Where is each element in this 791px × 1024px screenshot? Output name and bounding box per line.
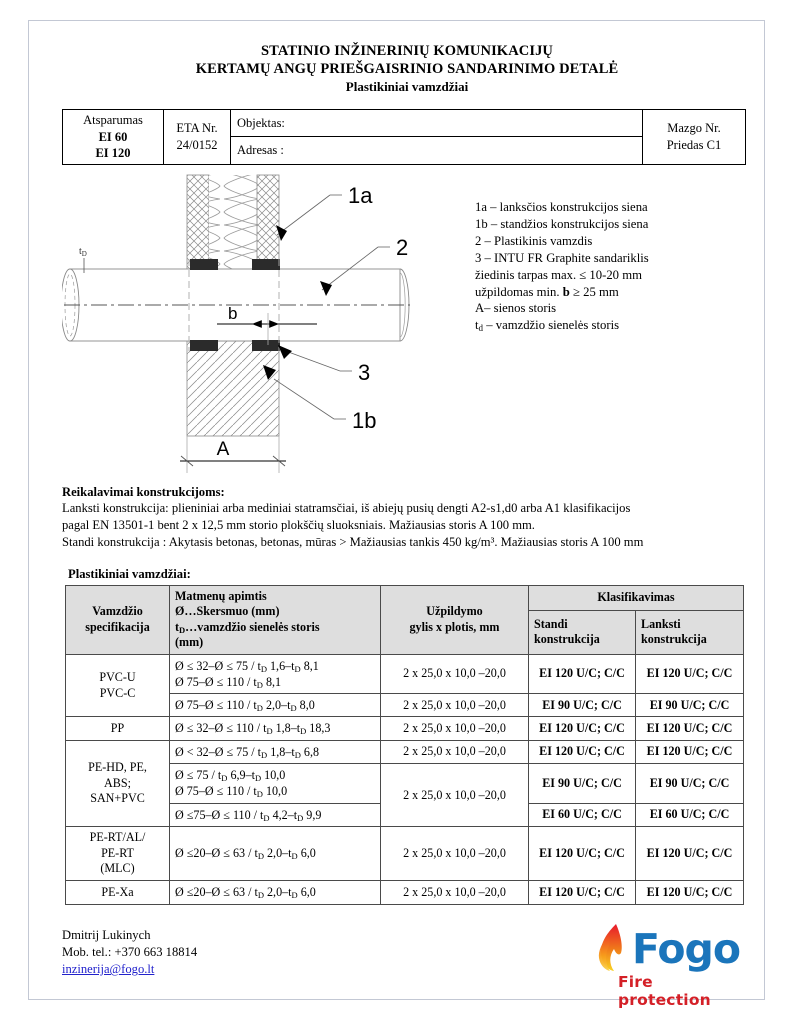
spec-line: ABS; — [104, 775, 131, 790]
dims-line: Ø 75–Ø ≤ $110 / t_D$ 10,0 — [175, 784, 288, 800]
address-field[interactable] — [231, 137, 643, 164]
cell-flexible-classification: EI 90 U/C; C/C — [636, 764, 744, 804]
dims-td-pre: t — [175, 619, 180, 634]
cell-dimensions — [170, 827, 381, 881]
subscript: D — [256, 703, 263, 714]
cell-filling-depth-width: 2 x 25,0 x 10,0 –20,0 — [381, 827, 529, 881]
subscript: D — [263, 812, 270, 823]
spec-line: (MLC) — [100, 861, 135, 876]
legend-item-2: 2 – Plastikinis vamzdis — [475, 233, 593, 248]
page-content — [62, 43, 752, 1009]
document-subtitle: Plastikiniai vamzdžiai — [345, 79, 469, 95]
header-row-1 — [63, 110, 746, 137]
col-header-dims-line4: (mm) — [175, 635, 204, 650]
cell-dimensions — [170, 717, 381, 740]
pipe-specification-table — [65, 585, 744, 905]
document-page — [28, 20, 765, 1009]
subscript: D — [294, 749, 301, 760]
callout-1b-leader — [274, 379, 334, 419]
requirements-line-3: Standi konstrukcija : Akytasis betonas, betonas, mūras > Mažiausias tankis 450 kg/m³. Mažiausias storis A 100 mm — [62, 534, 644, 549]
callout-3-arrow — [278, 345, 292, 359]
cell-flexible-classification: EI 120 U/C; C/C — [636, 881, 744, 904]
cell-flexible-classification: EI 120 U/C; C/C — [636, 654, 744, 694]
spec-line: PVC-U — [99, 669, 136, 684]
legend-fill-pre: užpildomas min. — [475, 284, 563, 299]
header-info-table — [62, 109, 746, 165]
table-header-row-1 — [66, 585, 744, 611]
dims-td-sub: D — [179, 624, 186, 635]
resistance-value-2: EI 120 — [95, 146, 131, 161]
fogo-logo — [596, 923, 746, 1009]
cell-rigid-classification: EI 120 U/C; C/C — [529, 654, 636, 694]
dims-line: Ø < 32–Ø ≤ $75 / t_D$ $1,8-t_D$ 6,8 — [175, 744, 320, 760]
legend-item-3: 3 – INTU FR Graphite sandariklis — [475, 250, 649, 265]
subscript: D — [254, 773, 262, 784]
sealant-block-top-left — [190, 259, 218, 270]
cell-rigid-classification: EI 60 U/C; C/C — [529, 803, 636, 826]
subscript: D — [291, 851, 298, 862]
table-row — [66, 654, 744, 694]
dims-line: Ø ≤ 32–Ø ≤ $75 / t_D$ $1,6-t_D$ 8,1 — [175, 658, 319, 674]
callout-1a-leader — [277, 195, 330, 235]
node-label: Mazgo Nr. — [667, 121, 721, 136]
col-header-rigid-construction — [529, 611, 636, 654]
cell-dimensions — [170, 694, 381, 717]
spec-line: PVC-C — [99, 685, 136, 700]
subscript: D — [294, 663, 301, 674]
dims-line: Ø 75–Ø ≤ $110 / t_D$ 8,1 — [175, 674, 282, 690]
sealant-block-bottom-left — [190, 340, 218, 351]
flexible-wall-board-right — [257, 175, 279, 271]
spec-line: PP — [110, 720, 125, 735]
cell-specification — [66, 740, 170, 826]
col-header-spec-line2: specifikacija — [85, 619, 150, 634]
cell-rigid-classification: EI 120 U/C; C/C — [529, 881, 636, 904]
cell-filling-depth-width: 2 x 25,0 x 10,0 –20,0 — [381, 740, 529, 763]
logo-tagline: Fire protection — [618, 972, 711, 1009]
col-header-specification — [66, 585, 170, 654]
spec-line: PE-HD, PE, — [88, 759, 147, 774]
table-row — [66, 881, 744, 904]
subscript: D — [257, 851, 264, 862]
A-dimension-label: A — [216, 438, 230, 460]
contact-email-link[interactable]: inzinerija@fogo.lt — [62, 962, 155, 977]
cell-flexible-classification: EI 60 U/C; C/C — [636, 803, 744, 826]
dims-td-post: …vamzdžio sienelės storis — [185, 619, 320, 634]
cell-flexible-classification: EI 90 U/C; C/C — [636, 694, 744, 717]
subscript: D — [300, 726, 307, 737]
col-header-dims-line3 — [175, 620, 375, 635]
dims-line: Ø ≤75–Ø ≤ $110 / t_D$ $4,2-t_D$ 9,9 — [175, 807, 322, 823]
callout-1b-label: 1b — [352, 407, 377, 433]
contact-phone: Mob. tel.: +370 663 18814 — [62, 944, 198, 959]
resistance-label: Atsparumas — [83, 113, 143, 128]
eta-number: 24/0152 — [176, 137, 218, 152]
table-head — [66, 585, 744, 654]
legend-item-1a: 1a – lanksčios konstrukcijos siena — [475, 199, 648, 214]
cell-dimensions — [170, 881, 381, 904]
col-header-classification: Klasifikavimas — [529, 585, 744, 611]
cell-filling-depth-width: 2 x 25,0 x 10,0 –20,0 — [381, 654, 529, 694]
legend-td-pre: t — [475, 318, 479, 333]
callout-3-leader — [283, 350, 340, 371]
cell-dimensions — [170, 803, 381, 826]
subscript: D — [221, 773, 228, 784]
eta-cell — [164, 110, 231, 165]
cell-rigid-classification: EI 120 U/C; C/C — [529, 827, 636, 881]
node-cell — [643, 110, 746, 165]
contact-name: Dmitrij Lukinych — [62, 927, 151, 942]
col-header-rigid-line2: konstrukcija — [534, 632, 600, 647]
flame-icon — [596, 923, 630, 973]
title-line-1: STATINIO INŽINERINIŲ KOMUNIKACIJŲ — [261, 43, 553, 59]
col-header-fill-line2: gylis x plotis, mm — [409, 619, 500, 634]
table-row — [66, 717, 744, 740]
cell-filling-depth-width: 2 x 25,0 x 10,0 –20,0 — [381, 764, 529, 827]
callout-1a-label: 1a — [348, 182, 373, 208]
cell-specification — [66, 654, 170, 717]
subscript: D — [256, 679, 263, 690]
technical-drawing-area — [62, 173, 752, 478]
legend-fill-b: b — [562, 284, 570, 299]
col-header-spec-line1: Vamzdžio — [92, 604, 143, 619]
cell-rigid-classification: EI 90 U/C; C/C — [529, 694, 636, 717]
requirements-heading: Reikalavimai konstrukcijoms: — [62, 484, 225, 499]
cell-flexible-classification: EI 120 U/C; C/C — [636, 740, 744, 763]
table-row — [66, 740, 744, 763]
sealant-block-top-right — [252, 259, 280, 270]
eta-label: ETA Nr. — [176, 121, 218, 136]
legend-item-1b: 1b – standžios konstrukcijos siena — [475, 216, 649, 231]
address-label: Adresas : — [237, 143, 284, 158]
cell-dimensions — [170, 764, 381, 804]
col-header-filling — [381, 585, 529, 654]
spec-line: PE-RT — [101, 845, 134, 860]
subscript: D — [257, 890, 264, 901]
td-label: $t_D$ — [79, 245, 87, 258]
flexible-wall-board-left — [187, 175, 209, 271]
legend-item-A: A– sienos storis — [475, 301, 557, 316]
col-header-fill-line1: Užpildymo — [426, 604, 483, 619]
col-header-rigid-line1: Standi — [534, 616, 568, 631]
legend-fill-post: ≥ 25 mm — [569, 284, 619, 299]
callout-3-label: 3 — [358, 359, 371, 385]
col-header-flex-line1: Lanksti — [641, 616, 681, 631]
requirements-section — [62, 484, 752, 551]
spec-line: PE-RT/AL/ — [89, 830, 146, 845]
title-line-2: KERTAMŲ ANGŲ PRIEŠGAISRINIO SANDARINIMO DETALĖ — [195, 60, 619, 77]
col-header-dimensions — [170, 585, 381, 654]
col-header-dims-line2: Ø…Skersmuo (mm) — [175, 604, 280, 619]
cell-rigid-classification: EI 90 U/C; C/C — [529, 764, 636, 804]
cell-rigid-classification: EI 120 U/C; C/C — [529, 740, 636, 763]
legend-item-fill — [475, 284, 649, 301]
dims-line: Ø 75–Ø ≤ $110 / t_D$ $2,0-t_D$ 8,0 — [175, 698, 315, 714]
sealant-block-bottom-right — [252, 340, 280, 351]
b-dimension-label: b — [228, 303, 238, 323]
dims-line: Ø ≤20–Ø ≤ $63 / t_D$ $2,0-t_D$ 6,0 — [175, 846, 316, 862]
legend-item-gap: žiedinis tarpas max. ≤ 10-20 mm — [475, 267, 642, 282]
dims-line: Ø ≤ $75 / t_D$ $6,9-t_D$ 10,0 — [175, 768, 286, 784]
subscript: D — [291, 890, 298, 901]
node-value: Priedas C1 — [666, 137, 722, 152]
spec-line: PE-Xa — [101, 884, 134, 899]
drawing-legend — [475, 199, 649, 335]
document-footer — [62, 924, 752, 1009]
table-caption: Plastikiniai vamzdžiai: — [68, 566, 191, 581]
table-row — [66, 827, 744, 881]
col-header-dims-line1: Matmenų apimtis — [175, 588, 267, 603]
resistance-value-1: EI 60 — [98, 129, 128, 144]
callout-2-label: 2 — [396, 234, 409, 260]
object-label: Objektas: — [237, 115, 285, 130]
subscript: D — [266, 726, 273, 737]
col-header-flexible-construction — [636, 611, 744, 654]
cell-flexible-classification: EI 120 U/C; C/C — [636, 827, 744, 881]
cell-specification — [66, 881, 170, 904]
subscript: D — [290, 703, 297, 714]
table-body — [66, 654, 744, 904]
rigid-wall-section — [187, 341, 279, 436]
cell-dimensions — [170, 740, 381, 763]
cell-dimensions — [170, 654, 381, 694]
cell-filling-depth-width: 2 x 25,0 x 10,0 –20,0 — [381, 694, 529, 717]
cell-filling-depth-width: 2 x 25,0 x 10,0 –20,0 — [381, 881, 529, 904]
cell-specification — [66, 827, 170, 881]
spec-line: SAN+PVC — [90, 791, 145, 806]
cell-rigid-classification: EI 120 U/C; C/C — [529, 717, 636, 740]
subscript: D — [256, 789, 263, 800]
legend-td-sub: d — [478, 323, 484, 334]
requirements-line-1: Lanksti konstrukcija: plieniniai arba mediniai statramsčiai, iš abiejų pusių dengti A2-s1,d0 arba A1 klasifikacijos — [62, 501, 631, 516]
document-title-block — [62, 43, 752, 95]
legend-td-post: – vamzdžio sienelės storis — [483, 318, 620, 333]
cell-filling-depth-width: 2 x 25,0 x 10,0 –20,0 — [381, 717, 529, 740]
dims-line: Ø ≤ 32–Ø ≤ $110 / t_D$ $1,8-t_D$ 18,3 — [175, 721, 331, 737]
object-field[interactable] — [231, 110, 643, 137]
subscript: D — [261, 749, 268, 760]
cell-flexible-classification: EI 120 U/C; C/C — [636, 717, 744, 740]
resistance-cell — [63, 110, 164, 165]
requirements-line-2: pagal EN 13501-1 bent 2 x 12,5 mm storio plokščių sluoksniais. Mažiausias storis A 100 mm. — [62, 518, 535, 533]
col-header-flex-line2: konstrukcija — [641, 632, 707, 647]
pipe-penetration-diagram — [62, 173, 482, 478]
subscript: D — [260, 663, 267, 674]
flexible-wall-insulation — [209, 175, 257, 271]
legend-item-td — [475, 317, 649, 334]
cell-specification — [66, 717, 170, 740]
subscript: D — [297, 812, 304, 823]
dims-line: Ø ≤20–Ø ≤ $63 / t_D$ $2,0-t_D$ 6,0 — [175, 885, 316, 901]
logo-wordmark: Fogo — [632, 924, 741, 973]
